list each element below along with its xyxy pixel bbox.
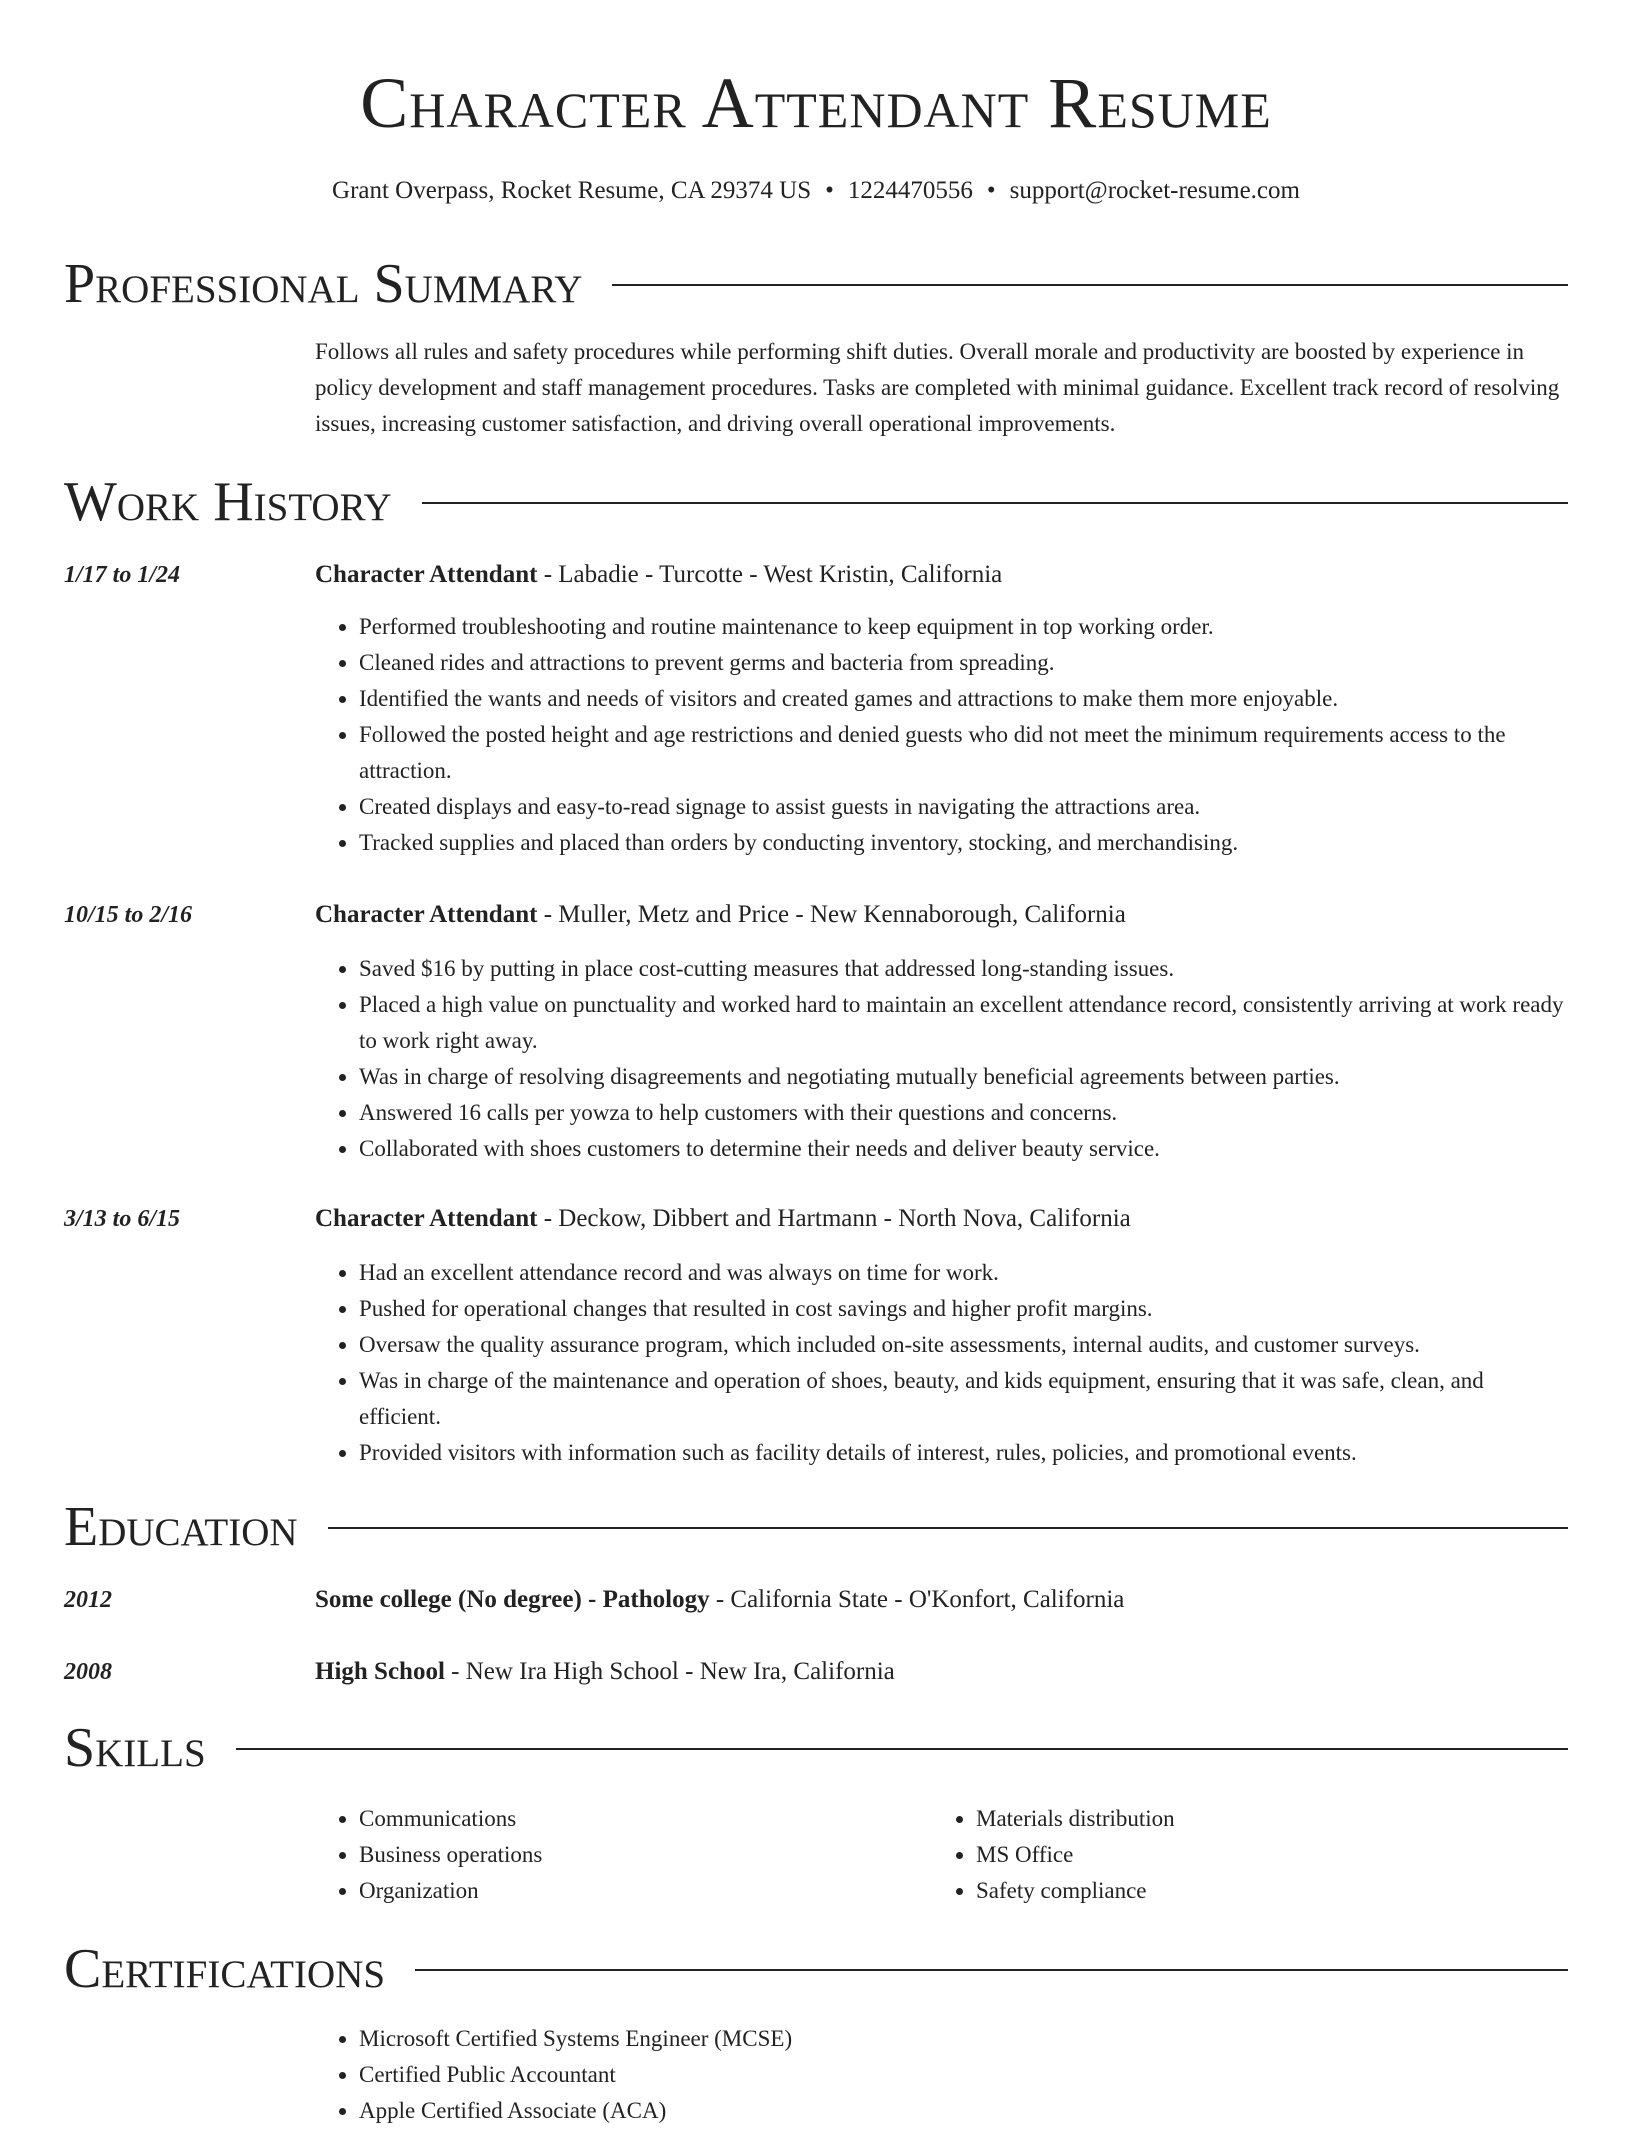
education-entry xyxy=(315,1582,1568,1618)
skills-list-left xyxy=(315,1801,915,1909)
skill-item: • Safety compliance xyxy=(976,1873,1568,1909)
job-heading xyxy=(315,897,1568,933)
job-details: - Muller, Metz and Price - New Kennaborough, California xyxy=(537,901,1126,928)
section-title-work-history: Work History xyxy=(64,471,392,533)
skill-item: • Business operations xyxy=(359,1837,915,1873)
skill-item: • Materials distribution xyxy=(976,1801,1568,1837)
bullet-item: • Answered 16 calls per yowza to help customers with their questions and concerns. xyxy=(359,1095,1568,1131)
bullet-item: • Pushed for operational changes that resulted in cost savings and higher profit margins. xyxy=(359,1291,1568,1327)
bullet-item: • Created displays and easy-to-read signage to assist guests in navigating the attractions area. xyxy=(359,789,1568,825)
section-header-skills xyxy=(64,1716,1568,1780)
education-year: 2008 xyxy=(64,1659,112,1685)
job-bullets xyxy=(315,609,1568,861)
job-dates: 1/17 to 1/24 xyxy=(64,562,181,588)
job-heading xyxy=(315,1201,1568,1237)
section-divider xyxy=(612,284,1568,286)
bullet-item: • Oversaw the quality assurance program, which included on-site assessments, internal audits, and customer surveys. xyxy=(359,1327,1568,1363)
section-divider xyxy=(236,1748,1568,1750)
bullet-item: • Collaborated with shoes customers to determine their needs and deliver beauty service. xyxy=(359,1131,1568,1167)
section-divider xyxy=(415,1969,1568,1971)
job-title: Character Attendant xyxy=(315,561,538,588)
section-title-skills: Skills xyxy=(64,1717,206,1779)
section-header-certifications xyxy=(64,1937,1568,2001)
contact-address: Grant Overpass, Rocket Resume, CA 29374 US xyxy=(332,177,812,204)
contact-line xyxy=(64,174,1568,208)
section-title-summary: Professional Summary xyxy=(64,253,583,315)
job-bullets xyxy=(315,951,1568,1167)
resume-title: Character Attendant Resume xyxy=(360,63,1272,143)
bullet-item: • Placed a high value on punctuality and worked hard to maintain an excellent attendance record, consistently arriving at work ready to work right away. xyxy=(359,987,1568,1059)
bullet-item: • Tracked supplies and placed than orders by conducting inventory, stocking, and merchandising. xyxy=(359,825,1568,861)
contact-email[interactable]: support@rocket-resume.com xyxy=(1009,177,1300,204)
job-bullets xyxy=(315,1255,1568,1471)
education-year: 2012 xyxy=(64,1587,112,1613)
skill-item: • Organization xyxy=(359,1873,915,1909)
summary-text: Follows all rules and safety procedures while performing shift duties. Overall morale and productivity are boosted by experience in policy development and staff management procedures. Tasks are completed with minimal guidance. Excellent track record of resolving issues, increasing customer satisfaction, and driving overall operational improvements. xyxy=(315,339,1560,436)
bullet-item: • Was in charge of the maintenance and operation of shoes, beauty, and kids equipment, ensuring that it was safe, clean, and efficient. xyxy=(359,1363,1568,1435)
job-dates: 10/15 to 2/16 xyxy=(64,902,193,928)
job-dates: 3/13 to 6/15 xyxy=(64,1206,181,1232)
education-degree: High School xyxy=(315,1658,445,1685)
bullet-item: • Saved $16 by putting in place cost-cutting measures that addressed long-standing issues. xyxy=(359,951,1568,987)
skills-list-right xyxy=(932,1801,1568,1909)
bullet-item: • Identified the wants and needs of visitors and created games and attractions to make them more enjoyable. xyxy=(359,681,1568,717)
bullet-item: • Was in charge of resolving disagreements and negotiating mutually beneficial agreements between parties. xyxy=(359,1059,1568,1095)
job-details: - Deckow, Dibbert and Hartmann - North Nova, California xyxy=(537,1205,1131,1232)
section-header-summary xyxy=(64,252,1568,316)
section-title-education: Education xyxy=(64,1496,298,1558)
job-heading xyxy=(315,557,1568,593)
education-entry xyxy=(315,1654,1568,1690)
contact-separator: • xyxy=(986,177,996,204)
skill-item: • MS Office xyxy=(976,1837,1568,1873)
bullet-item: • Performed troubleshooting and routine maintenance to keep equipment in top working order. xyxy=(359,609,1568,645)
education-degree: Some college (No degree) - Pathology xyxy=(315,1586,710,1613)
certification-item: • Apple Certified Associate (ACA) xyxy=(359,2093,1568,2129)
contact-phone: 1224470556 xyxy=(847,177,973,204)
certification-item: • Microsoft Certified Systems Engineer (MCSE) xyxy=(359,2021,1568,2057)
education-details: - New Ira High School - New Ira, California xyxy=(444,1658,895,1685)
bullet-item: • Followed the posted height and age restrictions and denied guests who did not meet the minimum requirements access to the attraction. xyxy=(359,717,1568,789)
bullet-item: • Provided visitors with information such as facility details of interest, rules, policies, and promotional events. xyxy=(359,1435,1568,1471)
contact-separator: • xyxy=(825,177,834,204)
skill-item: • Communications xyxy=(359,1801,915,1837)
bullet-item: • Cleaned rides and attractions to prevent germs and bacteria from spreading. xyxy=(359,645,1568,681)
section-divider xyxy=(328,1527,1568,1529)
certification-item: • Certified Public Accountant xyxy=(359,2057,1568,2093)
section-divider xyxy=(422,502,1568,504)
job-details: - Labadie - Turcotte - West Kristin, California xyxy=(537,561,1003,588)
section-title-certifications: Certifications xyxy=(64,1938,386,2000)
job-title: Character Attendant xyxy=(315,1205,538,1232)
bullet-item: • Had an excellent attendance record and was always on time for work. xyxy=(359,1255,1568,1291)
section-header-work-history xyxy=(64,470,1568,534)
education-details: - California State - O'Konfort, California xyxy=(709,1586,1125,1613)
job-title: Character Attendant xyxy=(315,901,538,928)
section-header-education xyxy=(64,1495,1568,1559)
certifications-list xyxy=(315,2021,1568,2129)
